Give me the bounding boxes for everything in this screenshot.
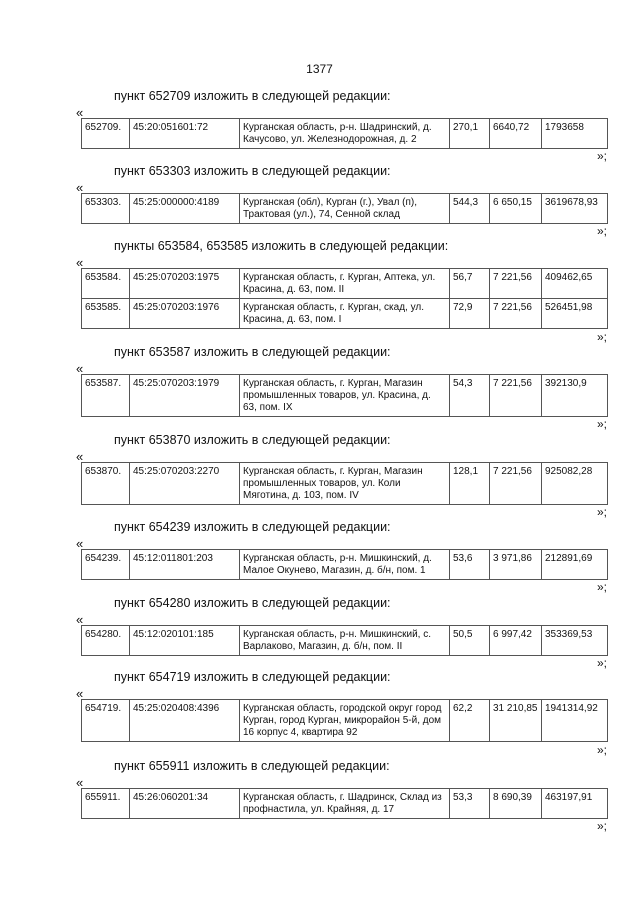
- table-row: [82, 550, 608, 580]
- open-quote: «: [76, 180, 84, 195]
- close-quote: »;: [597, 819, 608, 833]
- open-quote: «: [76, 536, 84, 551]
- property-table: [81, 462, 608, 505]
- price-per-unit-cell: 7 221,56: [490, 299, 542, 329]
- area-cell: 62,2: [450, 700, 490, 742]
- cadastral-number-cell: 45:25:020408:4396: [130, 700, 240, 742]
- open-quote: «: [76, 686, 84, 701]
- total-value-cell: 1793658: [542, 119, 608, 149]
- amendment-intro: пункт 655911 изложить в следующей редакции:: [114, 759, 390, 773]
- property-table: [81, 193, 608, 224]
- property-table: [81, 118, 608, 149]
- open-quote: «: [76, 361, 84, 376]
- table-row: [82, 626, 608, 656]
- item-number-cell: 653870.: [82, 463, 130, 505]
- total-value-cell: 392130,9: [542, 375, 608, 417]
- table-row: [82, 789, 608, 819]
- close-quote: »;: [597, 743, 608, 757]
- address-cell: Курганская область, р-н. Мишкинский, д. Малое Окунево, Магазин, д. б/н, пом. 1: [240, 550, 450, 580]
- amendment-intro: пункт 652709 изложить в следующей редакции:: [114, 89, 391, 103]
- total-value-cell: 353369,53: [542, 626, 608, 656]
- cadastral-number-cell: 45:25:000000:4189: [130, 194, 240, 224]
- amendment-intro: пункт 653303 изложить в следующей редакции:: [114, 164, 391, 178]
- open-quote: «: [76, 612, 84, 627]
- total-value-cell: 925082,28: [542, 463, 608, 505]
- property-table: [81, 699, 608, 742]
- total-value-cell: 212891,69: [542, 550, 608, 580]
- total-value-cell: 1941314,92: [542, 700, 608, 742]
- item-number-cell: 653303.: [82, 194, 130, 224]
- amendment-intro: пункт 654280 изложить в следующей редакции:: [114, 596, 391, 610]
- amendment-intro: пункты 653584, 653585 изложить в следующей редакции:: [114, 239, 449, 253]
- area-cell: 544,3: [450, 194, 490, 224]
- page-number: 1377: [306, 62, 333, 76]
- address-cell: Курганская область, г. Курган, Магазин промышленных товаров, ул. Коли Мяготина, д. 103, пом. IV: [240, 463, 450, 505]
- item-number-cell: 654239.: [82, 550, 130, 580]
- price-per-unit-cell: 6 997,42: [490, 626, 542, 656]
- close-quote: »;: [597, 224, 608, 238]
- item-number-cell: 652709.: [82, 119, 130, 149]
- amendment-intro: пункт 653870 изложить в следующей редакции:: [114, 433, 391, 447]
- address-cell: Курганская (обл), Курган (г.), Увал (п), Трактовая (ул.), 74, Сенной склад: [240, 194, 450, 224]
- open-quote: «: [76, 255, 84, 270]
- price-per-unit-cell: 3 971,86: [490, 550, 542, 580]
- amendment-intro: пункт 654239 изложить в следующей редакции:: [114, 520, 391, 534]
- cadastral-number-cell: 45:26:060201:34: [130, 789, 240, 819]
- cadastral-number-cell: 45:25:070203:1976: [130, 299, 240, 329]
- item-number-cell: 655911.: [82, 789, 130, 819]
- address-cell: Курганская область, г. Курган, Магазин промышленных товаров, ул. Красина, д. 63, пом. IX: [240, 375, 450, 417]
- amendment-intro: пункт 653587 изложить в следующей редакции:: [114, 345, 391, 359]
- price-per-unit-cell: 31 210,85: [490, 700, 542, 742]
- close-quote: »;: [597, 149, 608, 163]
- price-per-unit-cell: 7 221,56: [490, 463, 542, 505]
- address-cell: Курганская область, р-н. Шадринский, д. Качусово, ул. Железнодорожная, д. 2: [240, 119, 450, 149]
- close-quote: »;: [597, 330, 608, 344]
- cadastral-number-cell: 45:20:051601:72: [130, 119, 240, 149]
- close-quote: »;: [597, 417, 608, 431]
- address-cell: Курганская область, г. Шадринск, Склад из профнастила, ул. Крайняя, д. 17: [240, 789, 450, 819]
- amendment-intro: пункт 654719 изложить в следующей редакции:: [114, 670, 391, 684]
- property-table: [81, 374, 608, 417]
- address-cell: Курганская область, г. Курган, скад, ул. Красина, д. 63, пом. I: [240, 299, 450, 329]
- total-value-cell: 409462,65: [542, 269, 608, 299]
- cadastral-number-cell: 45:25:070203:2270: [130, 463, 240, 505]
- table-row: [82, 269, 608, 299]
- item-number-cell: 654719.: [82, 700, 130, 742]
- price-per-unit-cell: 8 690,39: [490, 789, 542, 819]
- property-table: [81, 268, 608, 329]
- address-cell: Курганская область, г. Курган, Аптека, ул. Красина, д. 63, пом. II: [240, 269, 450, 299]
- cadastral-number-cell: 45:12:011801:203: [130, 550, 240, 580]
- area-cell: 72,9: [450, 299, 490, 329]
- area-cell: 128,1: [450, 463, 490, 505]
- area-cell: 54,3: [450, 375, 490, 417]
- item-number-cell: 653585.: [82, 299, 130, 329]
- property-table: [81, 625, 608, 656]
- table-row: [82, 299, 608, 329]
- price-per-unit-cell: 7 221,56: [490, 269, 542, 299]
- cadastral-number-cell: 45:12:020101:185: [130, 626, 240, 656]
- area-cell: 53,6: [450, 550, 490, 580]
- property-table: [81, 788, 608, 819]
- address-cell: Курганская область, городской округ город Курган, город Курган, микрорайон 5-й, дом 16 корпус 4, квартира 92: [240, 700, 450, 742]
- area-cell: 53,3: [450, 789, 490, 819]
- item-number-cell: 653587.: [82, 375, 130, 417]
- cadastral-number-cell: 45:25:070203:1975: [130, 269, 240, 299]
- table-row: [82, 463, 608, 505]
- area-cell: 50,5: [450, 626, 490, 656]
- table-row: [82, 119, 608, 149]
- total-value-cell: 526451,98: [542, 299, 608, 329]
- total-value-cell: 463197,91: [542, 789, 608, 819]
- item-number-cell: 654280.: [82, 626, 130, 656]
- open-quote: «: [76, 775, 84, 790]
- table-row: [82, 194, 608, 224]
- price-per-unit-cell: 7 221,56: [490, 375, 542, 417]
- close-quote: »;: [597, 656, 608, 670]
- close-quote: »;: [597, 505, 608, 519]
- open-quote: «: [76, 449, 84, 464]
- area-cell: 56,7: [450, 269, 490, 299]
- open-quote: «: [76, 105, 84, 120]
- price-per-unit-cell: 6640,72: [490, 119, 542, 149]
- cadastral-number-cell: 45:25:070203:1979: [130, 375, 240, 417]
- price-per-unit-cell: 6 650,15: [490, 194, 542, 224]
- area-cell: 270,1: [450, 119, 490, 149]
- property-table: [81, 549, 608, 580]
- item-number-cell: 653584.: [82, 269, 130, 299]
- close-quote: »;: [597, 580, 608, 594]
- total-value-cell: 3619678,93: [542, 194, 608, 224]
- table-row: [82, 375, 608, 417]
- address-cell: Курганская область, р-н. Мишкинский, с. Варлаково, Магазин, д. б/н, пом. II: [240, 626, 450, 656]
- table-row: [82, 700, 608, 742]
